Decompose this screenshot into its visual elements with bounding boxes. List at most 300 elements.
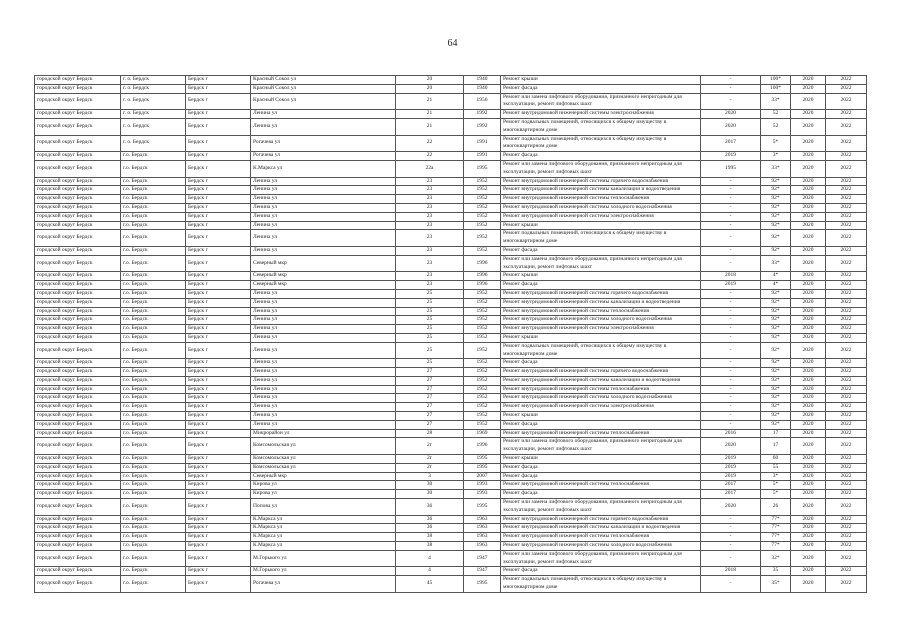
cell-locality: Бердск г	[186, 438, 251, 455]
table-row	[35, 204, 867, 213]
table-row	[35, 152, 867, 161]
cell-district: г.о. Бердск	[121, 567, 186, 576]
cell-end-year: 2022	[826, 195, 867, 204]
cell-work-type: Ремонт крыши	[501, 455, 701, 464]
cell-street: Кирова ул	[251, 481, 396, 490]
cell-year-built: 1992	[464, 110, 501, 119]
cell-municipality: городской округ Бердск	[35, 343, 121, 360]
cell-house-number: 20	[396, 85, 464, 94]
cell-house-number: 22	[396, 136, 464, 153]
cell-last-repair-year: -	[701, 290, 761, 299]
cell-year-built: 1952	[464, 247, 501, 256]
cell-municipality: городской округ Бердск	[35, 119, 121, 136]
cell-start-year: 2020	[791, 359, 826, 368]
cell-end-year: 2022	[826, 455, 867, 464]
cell-house-number: 25	[396, 308, 464, 317]
cell-end-year: 2022	[826, 394, 867, 403]
cell-locality: Бердск г	[186, 247, 251, 256]
cell-street: Северный мкр	[251, 256, 396, 273]
cell-year-built: 2007	[464, 473, 501, 482]
cell-wear: 33*	[761, 161, 791, 178]
cell-house-number: 27	[396, 412, 464, 421]
cell-district: г.о. Бердск	[121, 490, 186, 499]
cell-year-built: 1995	[464, 499, 501, 516]
page-number: 64	[447, 38, 458, 49]
cell-start-year: 2020	[791, 394, 826, 403]
cell-year-built: 1993	[464, 481, 501, 490]
cell-district: г.о. Бердск	[121, 222, 186, 231]
cell-last-repair-year: -	[701, 403, 761, 412]
cell-district: г.о. Бердск	[121, 281, 186, 290]
cell-house-number: 4	[396, 551, 464, 568]
cell-last-repair-year: 2017	[701, 136, 761, 153]
cell-municipality: городской округ Бердск	[35, 377, 121, 386]
cell-wear: 4*	[761, 272, 791, 281]
cell-municipality: городской округ Бердск	[35, 386, 121, 395]
cell-house-number: 3	[396, 473, 464, 482]
cell-locality: Бердск г	[186, 222, 251, 231]
cell-wear: 92*	[761, 334, 791, 343]
cell-district: г.о. Бердск	[121, 343, 186, 360]
cell-locality: Бердск г	[186, 377, 251, 386]
cell-year-built: 1996	[464, 272, 501, 281]
cell-last-repair-year: -	[701, 213, 761, 222]
cell-start-year: 2020	[791, 152, 826, 161]
cell-end-year: 2022	[826, 110, 867, 119]
cell-year-built: 1995	[464, 455, 501, 464]
cell-municipality: городской округ Бердск	[35, 412, 121, 421]
cell-wear: 92*	[761, 230, 791, 247]
cell-house-number: 27	[396, 421, 464, 430]
cell-end-year: 2022	[826, 178, 867, 187]
table-row	[35, 377, 867, 386]
cell-municipality: городской округ Бердск	[35, 281, 121, 290]
cell-work-type: Ремонт фасада	[501, 464, 701, 473]
cell-last-repair-year: -	[701, 195, 761, 204]
cell-district: г.о. Бердск	[121, 430, 186, 439]
cell-district: г.о. Бердск	[121, 161, 186, 178]
cell-year-built: 1952	[464, 412, 501, 421]
cell-house-number: 45	[396, 576, 464, 593]
cell-street: М.Горького ул	[251, 567, 396, 576]
table-row	[35, 490, 867, 499]
cell-year-built: 1952	[464, 213, 501, 222]
cell-last-repair-year: -	[701, 178, 761, 187]
cell-wear: 92*	[761, 377, 791, 386]
cell-locality: Бердск г	[186, 152, 251, 161]
table-row	[35, 334, 867, 343]
cell-start-year: 2020	[791, 481, 826, 490]
cell-work-type: Ремонт внутридомовой инженерной системы теплоснабжения	[501, 195, 701, 204]
cell-wear: 60	[761, 455, 791, 464]
cell-locality: Бердск г	[186, 178, 251, 187]
cell-end-year: 2022	[826, 533, 867, 542]
cell-district: г.о. Бердск	[121, 247, 186, 256]
cell-year-built: 1952	[464, 386, 501, 395]
cell-work-type: Ремонт подвальных помещений, относящихся к общему имуществу в многоквартирном доме	[501, 119, 701, 136]
capital-repair-table	[34, 75, 867, 593]
cell-work-type: Ремонт фасада	[501, 85, 701, 94]
cell-locality: Бердск г	[186, 403, 251, 412]
cell-street: Рогачева ул	[251, 152, 396, 161]
cell-house-number: 23	[396, 186, 464, 195]
cell-street: Красный Сокол ул	[251, 76, 396, 85]
cell-house-number: 30	[396, 490, 464, 499]
cell-wear: 92*	[761, 359, 791, 368]
table-row	[35, 421, 867, 430]
cell-house-number: 36	[396, 524, 464, 533]
cell-street: Ленина ул	[251, 334, 396, 343]
cell-house-number: 23	[396, 178, 464, 187]
cell-start-year: 2020	[791, 195, 826, 204]
cell-end-year: 2022	[826, 119, 867, 136]
cell-locality: Бердск г	[186, 308, 251, 317]
cell-work-type: Ремонт внутридомовой инженерной системы электроснабжения	[501, 403, 701, 412]
cell-street: Ленина ул	[251, 119, 396, 136]
cell-year-built: 1947	[464, 551, 501, 568]
cell-wear: 92*	[761, 178, 791, 187]
cell-locality: Бердск г	[186, 516, 251, 525]
table-row	[35, 464, 867, 473]
cell-municipality: городской округ Бердск	[35, 533, 121, 542]
cell-year-built: 1991	[464, 152, 501, 161]
cell-municipality: городской округ Бердск	[35, 516, 121, 525]
cell-work-type: Ремонт внутридомовой инженерной системы холодного водоснабжения	[501, 316, 701, 325]
cell-district: г.о. Бердск	[121, 516, 186, 525]
cell-end-year: 2022	[826, 76, 867, 85]
cell-street: Красный Сокол ул	[251, 94, 396, 111]
table-row	[35, 85, 867, 94]
cell-start-year: 2020	[791, 516, 826, 525]
cell-wear: 92*	[761, 394, 791, 403]
cell-wear: 52	[761, 110, 791, 119]
table-row	[35, 230, 867, 247]
cell-street: Ленина ул	[251, 222, 396, 231]
cell-house-number: 25	[396, 343, 464, 360]
cell-wear: 92*	[761, 195, 791, 204]
cell-start-year: 2020	[791, 567, 826, 576]
cell-wear: 92*	[761, 213, 791, 222]
table-row	[35, 281, 867, 290]
cell-work-type: Ремонт внутридомовой инженерной системы электроснабжения	[501, 110, 701, 119]
cell-house-number: 25	[396, 290, 464, 299]
cell-start-year: 2020	[791, 308, 826, 317]
table-row	[35, 247, 867, 256]
cell-end-year: 2022	[826, 524, 867, 533]
cell-end-year: 2022	[826, 334, 867, 343]
cell-street: Попова ул	[251, 499, 396, 516]
cell-district: г.о. Бердск	[121, 308, 186, 317]
cell-start-year: 2020	[791, 186, 826, 195]
cell-locality: Бердск г	[186, 524, 251, 533]
cell-district: г.о. Бердск	[121, 455, 186, 464]
cell-last-repair-year: -	[701, 394, 761, 403]
cell-work-type: Ремонт внутридомовой инженерной системы канализации и водоотведения	[501, 186, 701, 195]
cell-house-number: 36	[396, 499, 464, 516]
table-row	[35, 394, 867, 403]
cell-start-year: 2020	[791, 455, 826, 464]
cell-last-repair-year: -	[701, 325, 761, 334]
cell-house-number: 23	[396, 222, 464, 231]
table-row	[35, 290, 867, 299]
cell-year-built: 1996	[464, 438, 501, 455]
cell-end-year: 2022	[826, 290, 867, 299]
cell-district: г.о. Бердск	[121, 256, 186, 273]
cell-street: Ленина ул	[251, 412, 396, 421]
cell-house-number: 25	[396, 325, 464, 334]
cell-last-repair-year: 2019	[701, 152, 761, 161]
cell-municipality: городской округ Бердск	[35, 334, 121, 343]
cell-year-built: 1963	[464, 524, 501, 533]
cell-year-built: 1952	[464, 204, 501, 213]
cell-start-year: 2020	[791, 473, 826, 482]
cell-street: Ленина ул	[251, 368, 396, 377]
cell-year-built: 1995	[464, 464, 501, 473]
cell-end-year: 2022	[826, 256, 867, 273]
table-row	[35, 438, 867, 455]
cell-house-number: 38	[396, 542, 464, 551]
cell-last-repair-year: -	[701, 85, 761, 94]
cell-district: г.о. Бердск	[121, 412, 186, 421]
cell-year-built: 1991	[464, 136, 501, 153]
cell-wear: 77*	[761, 516, 791, 525]
cell-end-year: 2022	[826, 412, 867, 421]
cell-wear: 5*	[761, 136, 791, 153]
cell-district: г. о. Бердск	[121, 94, 186, 111]
cell-municipality: городской округ Бердск	[35, 152, 121, 161]
cell-end-year: 2022	[826, 403, 867, 412]
cell-house-number: 2г	[396, 438, 464, 455]
cell-house-number: 2г	[396, 464, 464, 473]
cell-district: г.о. Бердск	[121, 533, 186, 542]
cell-district: г. о. Бердск	[121, 136, 186, 153]
cell-end-year: 2022	[826, 438, 867, 455]
cell-municipality: городской округ Бердск	[35, 551, 121, 568]
cell-work-type: Ремонт внутридомовой инженерной системы теплоснабжения	[501, 481, 701, 490]
cell-last-repair-year: -	[701, 316, 761, 325]
table-row	[35, 213, 867, 222]
cell-start-year: 2020	[791, 272, 826, 281]
cell-last-repair-year: 2018	[701, 272, 761, 281]
cell-street: К.Маркса ул	[251, 524, 396, 533]
cell-house-number: 27	[396, 403, 464, 412]
table-row	[35, 430, 867, 439]
cell-house-number: 30	[396, 481, 464, 490]
cell-street: Ленина ул	[251, 359, 396, 368]
cell-street: М.Горького ул	[251, 551, 396, 568]
cell-end-year: 2022	[826, 473, 867, 482]
cell-year-built: 1952	[464, 403, 501, 412]
cell-municipality: городской округ Бердск	[35, 473, 121, 482]
cell-start-year: 2020	[791, 334, 826, 343]
cell-end-year: 2022	[826, 94, 867, 111]
cell-house-number: 25	[396, 316, 464, 325]
cell-last-repair-year: 2017	[701, 490, 761, 499]
cell-end-year: 2022	[826, 204, 867, 213]
cell-municipality: городской округ Бердск	[35, 110, 121, 119]
cell-work-type: Ремонт или замена лифтового оборудования, признанного непригодным для эксплуатации, ремонт лифтовых шахт	[501, 256, 701, 273]
cell-wear: 92*	[761, 186, 791, 195]
cell-last-repair-year: 2017	[701, 481, 761, 490]
cell-street: Кирова ул	[251, 490, 396, 499]
cell-start-year: 2020	[791, 421, 826, 430]
cell-municipality: городской округ Бердск	[35, 308, 121, 317]
cell-work-type: Ремонт подвальных помещений, относящихся к общему имуществу в многоквартирном доме	[501, 230, 701, 247]
cell-work-type: Ремонт фасада	[501, 359, 701, 368]
cell-district: г.о. Бердск	[121, 213, 186, 222]
cell-work-type: Ремонт внутридомовой инженерной системы горячего водоснабжения	[501, 516, 701, 525]
cell-locality: Бердск г	[186, 272, 251, 281]
cell-last-repair-year: 2016	[701, 430, 761, 439]
cell-district: г.о. Бердск	[121, 394, 186, 403]
table-row	[35, 256, 867, 273]
cell-house-number: 38	[396, 533, 464, 542]
cell-wear: 3*	[761, 473, 791, 482]
cell-municipality: городской округ Бердск	[35, 195, 121, 204]
cell-work-type: Ремонт фасада	[501, 247, 701, 256]
cell-locality: Бердск г	[186, 195, 251, 204]
cell-start-year: 2020	[791, 386, 826, 395]
cell-year-built: 1963	[464, 533, 501, 542]
cell-house-number: 21	[396, 94, 464, 111]
cell-municipality: городской округ Бердск	[35, 94, 121, 111]
cell-district: г. о. Бердск	[121, 119, 186, 136]
table-row	[35, 161, 867, 178]
cell-wear: 17	[761, 430, 791, 439]
cell-end-year: 2022	[826, 516, 867, 525]
cell-house-number: 23	[396, 272, 464, 281]
cell-year-built: 1947	[464, 567, 501, 576]
cell-last-repair-year: -	[701, 551, 761, 568]
cell-street: К.Маркса ул	[251, 542, 396, 551]
cell-wear: 32*	[761, 551, 791, 568]
table-row	[35, 524, 867, 533]
cell-municipality: городской округ Бердск	[35, 290, 121, 299]
cell-locality: Бердск г	[186, 499, 251, 516]
cell-locality: Бердск г	[186, 359, 251, 368]
table-row	[35, 94, 867, 111]
cell-house-number: 28	[396, 430, 464, 439]
cell-work-type: Ремонт крыши	[501, 76, 701, 85]
cell-last-repair-year: -	[701, 76, 761, 85]
cell-last-repair-year: -	[701, 412, 761, 421]
cell-municipality: городской округ Бердск	[35, 368, 121, 377]
cell-last-repair-year: -	[701, 204, 761, 213]
cell-end-year: 2022	[826, 85, 867, 94]
cell-municipality: городской округ Бердск	[35, 464, 121, 473]
table-row	[35, 343, 867, 360]
cell-locality: Бердск г	[186, 576, 251, 593]
table-row	[35, 473, 867, 482]
cell-wear: 100*	[761, 85, 791, 94]
cell-street: Ленина ул	[251, 403, 396, 412]
cell-work-type: Ремонт фасада	[501, 281, 701, 290]
cell-house-number: 36	[396, 516, 464, 525]
cell-last-repair-year: -	[701, 516, 761, 525]
cell-locality: Бердск г	[186, 325, 251, 334]
cell-street: Рогачева ул	[251, 136, 396, 153]
cell-last-repair-year: -	[701, 359, 761, 368]
cell-year-built: 1996	[464, 281, 501, 290]
cell-street: Ленина ул	[251, 308, 396, 317]
cell-end-year: 2022	[826, 368, 867, 377]
table-row	[35, 368, 867, 377]
cell-wear: 92*	[761, 412, 791, 421]
cell-end-year: 2022	[826, 359, 867, 368]
cell-wear: 92*	[761, 247, 791, 256]
cell-last-repair-year: 2019	[701, 473, 761, 482]
cell-district: г.о. Бердск	[121, 334, 186, 343]
cell-house-number: 23	[396, 281, 464, 290]
cell-start-year: 2020	[791, 368, 826, 377]
cell-last-repair-year: -	[701, 247, 761, 256]
cell-house-number: 21	[396, 119, 464, 136]
cell-municipality: городской округ Бердск	[35, 161, 121, 178]
cell-municipality: городской округ Бердск	[35, 490, 121, 499]
cell-start-year: 2020	[791, 464, 826, 473]
cell-locality: Бердск г	[186, 230, 251, 247]
cell-municipality: городской округ Бердск	[35, 272, 121, 281]
cell-work-type: Ремонт внутридомовой инженерной системы теплоснабжения	[501, 308, 701, 317]
cell-wear: 33*	[761, 256, 791, 273]
cell-district: г.о. Бердск	[121, 195, 186, 204]
cell-street: К.Маркса ул	[251, 516, 396, 525]
cell-locality: Бердск г	[186, 256, 251, 273]
cell-street: Ленина ул	[251, 299, 396, 308]
cell-last-repair-year: -	[701, 524, 761, 533]
cell-locality: Бердск г	[186, 76, 251, 85]
cell-district: г.о. Бердск	[121, 524, 186, 533]
cell-wear: 17	[761, 438, 791, 455]
cell-wear: 5*	[761, 481, 791, 490]
cell-end-year: 2022	[826, 299, 867, 308]
cell-work-type: Ремонт или замена лифтового оборудования, признанного непригодным для эксплуатации, ремонт лифтовых шахт	[501, 551, 701, 568]
cell-locality: Бердск г	[186, 110, 251, 119]
cell-municipality: городской округ Бердск	[35, 76, 121, 85]
cell-district: г.о. Бердск	[121, 542, 186, 551]
cell-street: Ленина ул	[251, 110, 396, 119]
cell-end-year: 2022	[826, 386, 867, 395]
cell-street: Комсомольская ул	[251, 464, 396, 473]
cell-municipality: городской округ Бердск	[35, 204, 121, 213]
cell-year-built: 1952	[464, 334, 501, 343]
cell-last-repair-year: 2020	[701, 110, 761, 119]
cell-work-type: Ремонт внутридомовой инженерной системы холодного водоснабжения	[501, 542, 701, 551]
cell-start-year: 2020	[791, 94, 826, 111]
cell-locality: Бердск г	[186, 368, 251, 377]
cell-house-number: 23	[396, 213, 464, 222]
table-row	[35, 412, 867, 421]
cell-wear: 77*	[761, 524, 791, 533]
cell-start-year: 2020	[791, 377, 826, 386]
table-row	[35, 178, 867, 187]
cell-start-year: 2020	[791, 299, 826, 308]
table-row	[35, 386, 867, 395]
cell-district: г.о. Бердск	[121, 386, 186, 395]
cell-last-repair-year: 2019	[701, 455, 761, 464]
cell-district: г.о. Бердск	[121, 230, 186, 247]
cell-street: Ленина ул	[251, 343, 396, 360]
cell-year-built: 1969	[464, 430, 501, 439]
cell-municipality: городской округ Бердск	[35, 136, 121, 153]
cell-street: Комсомольская ул	[251, 455, 396, 464]
cell-last-repair-year: -	[701, 542, 761, 551]
cell-house-number: 4	[396, 567, 464, 576]
cell-end-year: 2022	[826, 222, 867, 231]
cell-street: Ленина ул	[251, 204, 396, 213]
cell-wear: 92*	[761, 386, 791, 395]
table-row	[35, 76, 867, 85]
